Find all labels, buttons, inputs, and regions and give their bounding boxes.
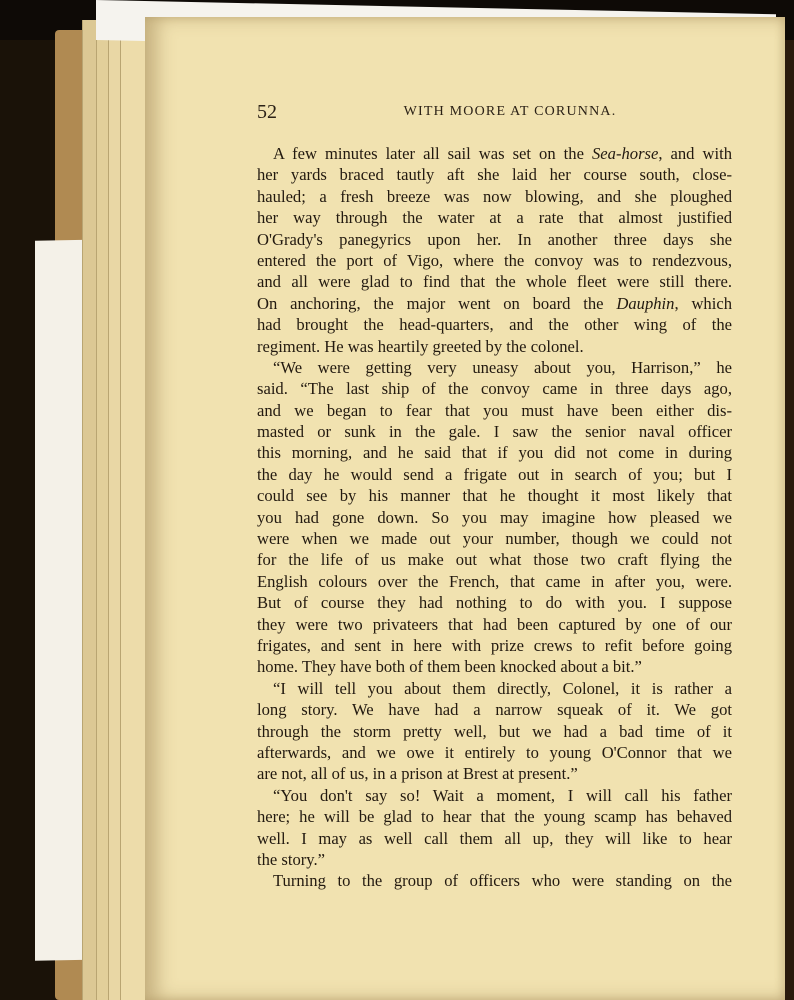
running-head: WITH MOORE AT CORUNNA. <box>403 104 617 119</box>
text-line: masted or sunk in the gale. I saw the senior naval officer <box>257 422 732 442</box>
ship-name: Dauphin <box>616 293 675 313</box>
text-line: had brought the head-quarters, and the other wing of the <box>257 315 732 335</box>
text-line: were when we made out your number, though we could not <box>257 529 732 549</box>
text-line: entered the port of Vigo, where the convoy was to rendezvous, <box>257 250 732 270</box>
text-line: But of course they had nothing to do with you. I suppose <box>257 593 732 613</box>
text-line: could see by his manner that he thought it most likely that <box>257 486 732 506</box>
text-line: Turning to the group of officers who were standing on the <box>273 871 732 891</box>
text-line: said. “The last ship of the convoy came in three days ago, <box>257 379 732 399</box>
page-header <box>257 101 727 127</box>
text-line: are not, all of us, in a prison at Brest at present.” <box>257 764 578 784</box>
text-line: here; he will be glad to hear that the young scamp has behaved <box>257 807 732 827</box>
text-line: her way through the water at a rate that almost justified <box>257 208 732 228</box>
text-line: and we began to fear that you must have been either dis- <box>257 400 732 420</box>
text-line: through the storm pretty well, but we had a bad time of it <box>257 721 732 741</box>
text-line: O'Grady's panegyrics upon her. In another three days she <box>257 229 732 249</box>
page-body <box>257 143 732 892</box>
text-line: long story. We have had a narrow squeak of it. We got <box>257 700 732 720</box>
text-line: the day he would send a frigate out in search of you; but I <box>257 464 732 484</box>
ship-name: Sea-horse <box>591 144 659 163</box>
text-line: this morning, and he said that if you did not come in during <box>257 443 732 463</box>
text-line: you had gone down. So you may imagine how pleased we <box>257 507 732 527</box>
text-line: home. They have both of them been knocked about a bit.” <box>257 657 642 677</box>
text-line: for the life of us make out what those two craft flying the <box>257 550 732 570</box>
text-line: “I will tell you about them directly, Colonel, it is rather a <box>273 678 732 698</box>
text-line: frigates, and sent in here with prize crews to refit before going <box>257 635 732 655</box>
text-line: the story.” <box>257 849 326 869</box>
text-line: “You don't say so! Wait a moment, I will call his father <box>273 785 732 805</box>
text-line: her yards braced tautly aft she laid her course south, close- <box>257 165 732 185</box>
text-line: On anchoring, the major went on board the Dauphin, which <box>257 293 732 313</box>
text-line: A few minutes later all sail was set on the Sea-horse, and with <box>273 144 733 163</box>
text-line: hauled; a fresh breeze was now blowing, and she ploughed <box>257 186 732 206</box>
text-line: they were two privateers that had been captured by one of our <box>257 614 732 634</box>
text-line: and all were glad to find that the whole fleet were still there. <box>257 272 732 292</box>
text-line: well. I may as well call them all up, they will like to hear <box>257 828 732 848</box>
text-line: afterwards, and we owe it entirely to young O'Connor that we <box>257 742 732 762</box>
text-line: regiment. He was heartily greeted by the colonel. <box>257 336 584 356</box>
text-line: English colours over the French, that came in after you, were. <box>257 571 732 591</box>
page-number: 52 <box>257 101 277 123</box>
book-page <box>145 17 785 1000</box>
text-line: “We were getting very uneasy about you, Harrison,” he <box>273 357 732 377</box>
